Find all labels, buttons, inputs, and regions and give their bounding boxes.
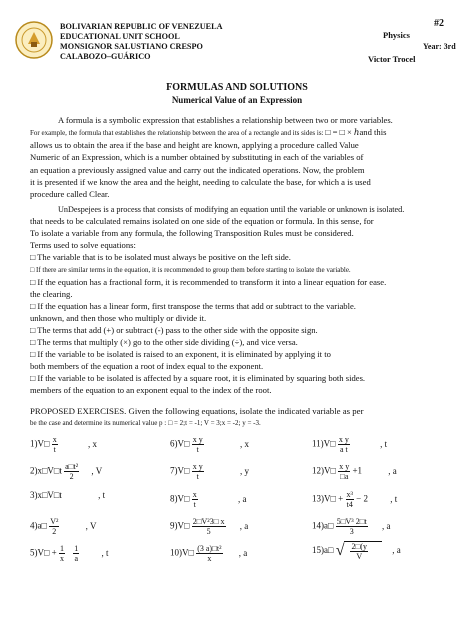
rule-item: □ If there are similar terms in the equation, it is recommended to group them before starting to isolate the variable. xyxy=(30,266,351,274)
exercise-part: , a xyxy=(238,547,248,558)
exercise-part: x xyxy=(52,435,57,444)
paragraph-line: it is presented if we know the area and the height, needing to calculate the base, for which a is used xyxy=(30,177,371,187)
exercise-part xyxy=(192,517,226,536)
school-line: CALABOZO–GUÁRICO xyxy=(60,52,151,61)
exercise-3 xyxy=(30,490,105,500)
rule-item: both members of the equation a root of index equal to the exponent. xyxy=(30,361,264,371)
exercise-part: V² xyxy=(50,517,59,526)
exercise-part xyxy=(196,544,222,563)
exercise-part: V□ xyxy=(177,493,190,504)
exercise-part: V□ xyxy=(177,438,190,449)
paragraph-text: For example, the formula that establishes the relationship between the area of a rectangle and its sides is: xyxy=(30,129,324,137)
exercise-part xyxy=(346,490,354,509)
exercise-part: 7) xyxy=(170,465,178,476)
exercises-heading: PROPOSED EXERCISES. Given the following equations, isolate the indicated variable as per xyxy=(30,406,364,416)
exercise-part: 2□(y xyxy=(351,542,367,551)
exercise-part xyxy=(52,435,58,454)
exercise-part: x xyxy=(207,554,212,563)
exercise-7 xyxy=(170,462,249,481)
exercise-part: 3) xyxy=(30,490,38,500)
rule-item: □ If the variable to be isolated is raised to an exponent, it is eliminated by applying it to xyxy=(30,349,331,359)
exercise-15 xyxy=(312,541,401,561)
exercise-part: x xyxy=(60,554,65,563)
exercise-part: x³ xyxy=(346,490,353,499)
author: Victor Trocel xyxy=(368,54,416,64)
exercise-part: t xyxy=(193,500,196,509)
exercise-part: V□ xyxy=(323,438,336,449)
exercise-part: a□ xyxy=(37,520,47,531)
exercise-part: 2 xyxy=(69,472,74,481)
subject: Physics xyxy=(383,30,410,40)
exercise-part: 14) xyxy=(312,520,324,531)
rule-item: □ If the equation has a fractional form, it is recommended to transform it into a linear equation for ease. xyxy=(30,277,387,287)
exercise-part: V□ + xyxy=(37,547,57,558)
exercise-part: 3 xyxy=(349,527,354,536)
exercise-part xyxy=(49,517,59,536)
page-subtitle: Numerical Value of an Expression xyxy=(171,95,303,105)
exercise-part: a□ xyxy=(324,520,334,531)
exercise-part xyxy=(192,462,204,481)
sqrt-symbol: √ xyxy=(335,542,345,559)
exercise-part: V□ xyxy=(182,547,194,558)
school-line: BOLIVARIAN REPUBLIC OF VENEZUELA xyxy=(60,22,223,31)
exercise-6 xyxy=(170,435,249,454)
exercise-part: x y xyxy=(192,435,203,444)
paragraph-line: Numeric of an Expression, which is a number obtained by substituting in each of the variables of xyxy=(30,152,364,162)
exercise-part: +1 xyxy=(352,465,363,476)
paragraph-line: To isolate a variable from any formula, the following Transposition Rules must be considered. xyxy=(30,228,354,238)
exercise-part: , y xyxy=(239,465,249,476)
exercise-part: x xyxy=(192,490,197,499)
exercise-part: 6) xyxy=(170,438,178,449)
exercise-part: 1) xyxy=(30,438,38,449)
school-line: EDUCATIONAL UNIT SCHOOL xyxy=(60,32,180,41)
exercise-part: , V xyxy=(85,520,97,531)
exercise-part: , V xyxy=(91,465,103,476)
exercise-part xyxy=(338,435,350,454)
exercise-part xyxy=(336,517,368,536)
exercise-part: , a xyxy=(237,493,247,504)
exercise-part xyxy=(338,462,350,481)
exercise-part: 1 xyxy=(60,544,65,553)
rule-item: □ If the variable to be isolated is affected by a square root, it is eliminated by squaring both sides. xyxy=(30,373,366,383)
exercise-part: − 2 xyxy=(356,493,368,504)
paragraph-line: A formula is a symbolic expression that establishes a relationship between two or more variables. xyxy=(58,115,393,125)
exercise-part: 4) xyxy=(30,520,38,531)
page-number: #2 xyxy=(434,18,444,29)
year: Year: 3rd xyxy=(423,42,456,51)
exercise-part: 5 xyxy=(206,527,211,536)
exercise-part: , t xyxy=(390,493,398,504)
exercise-part: 2□V²3□ x xyxy=(192,517,225,526)
exercise-part xyxy=(192,490,198,509)
exercise-part: 2 xyxy=(52,527,57,536)
exercise-part: x□V□t xyxy=(37,490,62,500)
exercise-part: 11) xyxy=(312,438,324,449)
exercise-part: 1 xyxy=(74,544,79,553)
rule-item: the clearing. xyxy=(30,289,73,299)
exercise-13 xyxy=(312,490,397,509)
exercise-part: V□ xyxy=(37,438,50,449)
area-formula: □ = □ × ℎand this xyxy=(325,127,387,137)
exercise-part: 10) xyxy=(170,547,182,558)
rule-item: □ The variable that is to be isolated must always be positive on the left side. xyxy=(30,252,291,262)
exercise-part: 8) xyxy=(170,493,178,504)
school-info xyxy=(60,22,223,62)
exercise-part: V□ xyxy=(177,520,190,531)
exercise-9 xyxy=(170,517,248,536)
school-line: MONSIGNOR SALUSTIANO CRESPO xyxy=(60,42,203,51)
rule-item: unknown, and then those who multiply or divide it. xyxy=(30,313,207,323)
exercise-12 xyxy=(312,462,397,481)
exercise-part: 5) xyxy=(30,547,38,558)
exercise-part: x y xyxy=(192,462,203,471)
exercise-part: , x xyxy=(87,438,97,449)
exercise-part: , a xyxy=(388,465,397,476)
paragraph-line: an equation a previously assigned value and carry out the indicated operations. Now, the problem xyxy=(30,165,365,175)
rule-item: members of the equation to an exponent equal to the index of the root. xyxy=(30,385,272,395)
page-title: FORMULAS AND SOLUTIONS xyxy=(166,82,308,93)
exercise-part: V□ xyxy=(177,465,190,476)
paragraph-line xyxy=(30,127,386,139)
exercise-5 xyxy=(30,544,109,563)
exercise-part: (3 a)□t² xyxy=(197,544,222,553)
exercise-part: 5□V³ 2□t xyxy=(336,517,367,526)
exercise-2 xyxy=(30,462,102,481)
exercise-part: 9) xyxy=(170,520,178,531)
exercise-part: V□ + xyxy=(324,493,344,504)
exercise-11 xyxy=(312,435,387,454)
exercises-instructions: be the case and determine its numerical value p : □ = 2;t = -1; V = 3;x = -2; y = -3. xyxy=(30,419,261,427)
exercise-part: , a xyxy=(239,520,249,531)
exercise-part: , t xyxy=(101,547,109,558)
exercise-part xyxy=(64,462,79,481)
rule-item: □ The terms that add (+) or subtract (-) pass to the other side with the opposite sign. xyxy=(30,325,318,335)
paragraph-line: procedure called Clear. xyxy=(30,189,110,199)
exercise-part: □a xyxy=(339,472,349,481)
rule-item: □ If the equation has a linear form, first transpose the terms that add or subtract to the variable. xyxy=(30,301,356,311)
exercise-part: t4 xyxy=(346,500,353,509)
exercise-part: , x xyxy=(239,438,249,449)
exercise-part: a□ xyxy=(324,545,334,556)
exercise-part: a□t² xyxy=(65,462,79,471)
exercise-1 xyxy=(30,435,97,454)
exercise-part: , t xyxy=(98,490,106,500)
exercise-part: a xyxy=(74,554,79,563)
exercise-part: t xyxy=(196,445,199,454)
exercise-8 xyxy=(170,490,246,509)
exercise-part xyxy=(73,544,79,563)
exercise-part: 15) xyxy=(312,545,324,556)
exercise-part xyxy=(350,542,368,561)
rule-item: □ The terms that multiply (×) go to the other side dividing (÷), and vice versa. xyxy=(30,337,298,347)
exercise-part: x□V□t xyxy=(37,465,62,476)
paragraph-line: that needs to be calculated remains isolated on one side of the equation or formula. In this sense, for xyxy=(30,216,374,226)
exercise-14 xyxy=(312,517,391,536)
school-logo xyxy=(14,20,54,60)
exercise-part: V□ xyxy=(324,465,336,476)
paragraph-line: Terms used to solve equations: xyxy=(30,240,136,250)
exercise-10 xyxy=(170,544,247,563)
paragraph-line: UnDespejees is a process that consists of modifying an equation until the variable or unknown is isolated. xyxy=(58,205,405,214)
exercise-part: 2) xyxy=(30,465,38,476)
exercise-part xyxy=(344,541,382,561)
exercise-part: x y xyxy=(338,435,349,444)
exercise-part: , a xyxy=(382,520,391,531)
paragraph-line: allows us to obtain the area if the base and height are known, applying a procedure called Value xyxy=(30,140,359,150)
exercise-part: x y xyxy=(339,462,350,471)
exercise-part: , t xyxy=(380,438,388,449)
exercise-part xyxy=(59,544,65,563)
exercise-part: t xyxy=(196,472,199,481)
exercise-4 xyxy=(30,517,96,536)
exercise-part: 12) xyxy=(312,465,324,476)
exercise-part: 13) xyxy=(312,493,324,504)
exercise-part: V xyxy=(356,552,363,561)
exercise-part: a t xyxy=(339,445,348,454)
exercise-part xyxy=(192,435,204,454)
exercise-part: t xyxy=(53,445,56,454)
exercise-part: , a xyxy=(392,545,401,556)
